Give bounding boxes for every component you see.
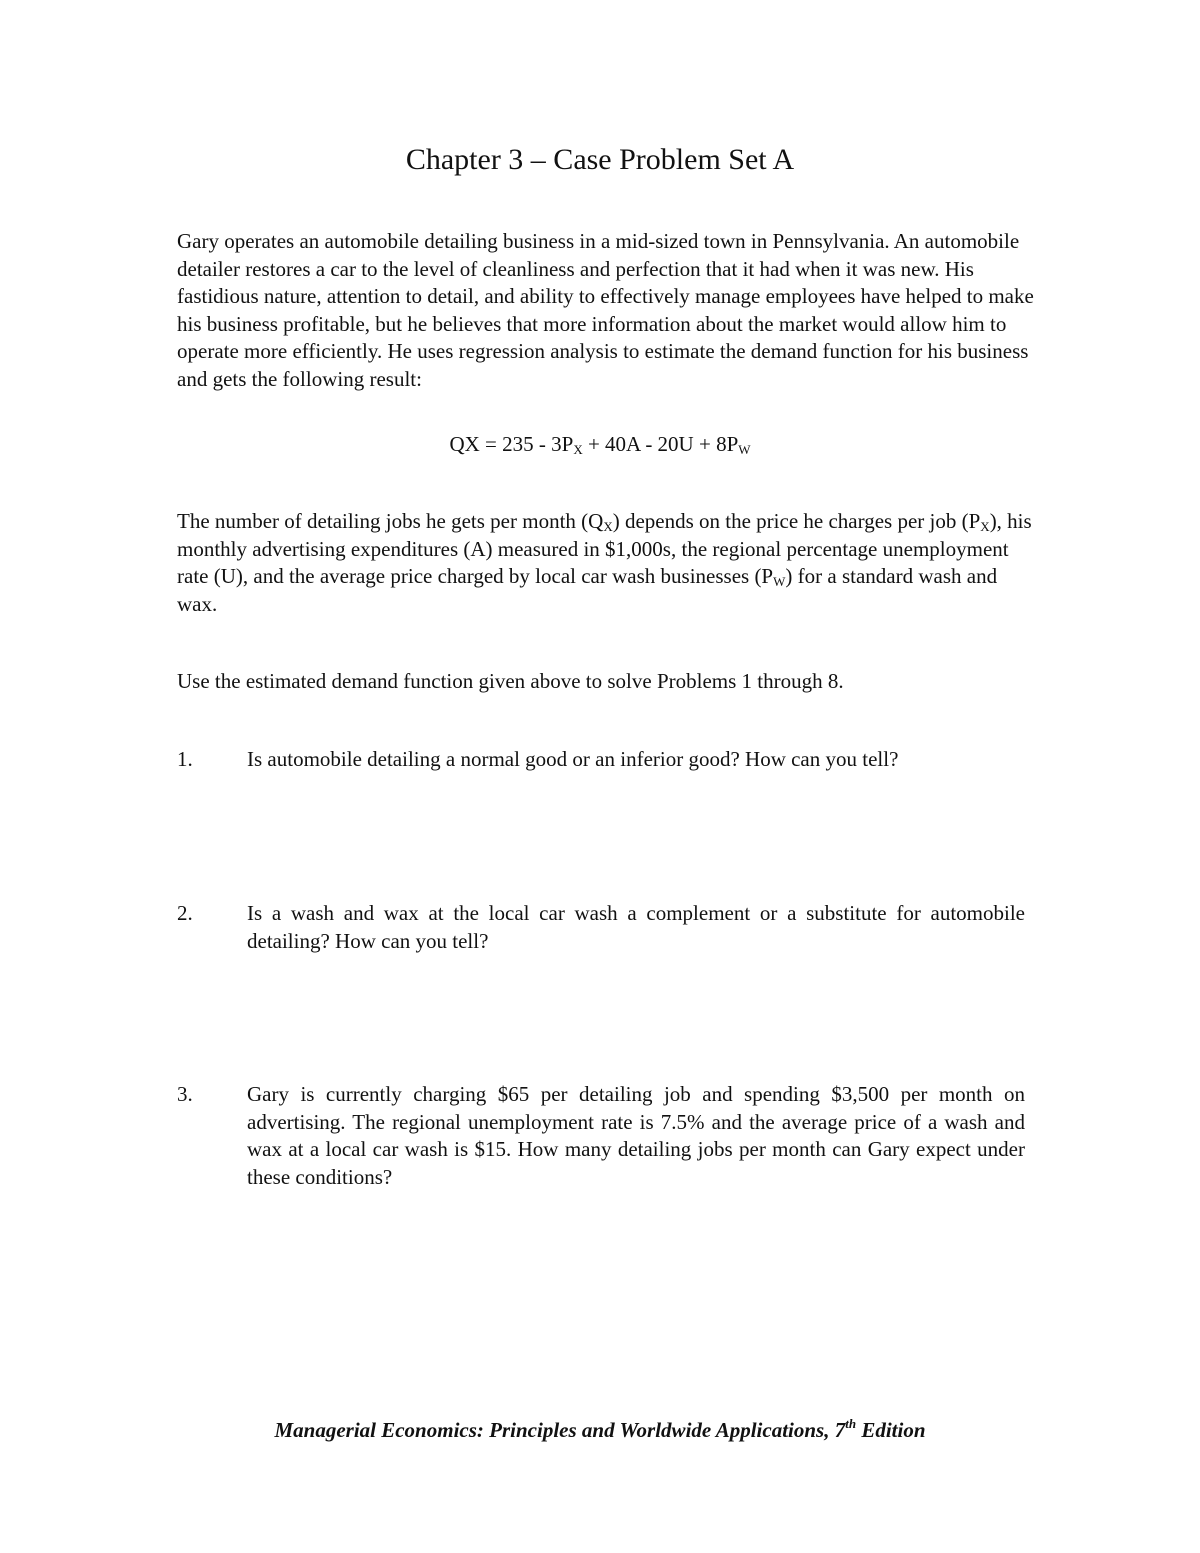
variables-text-2: ) depends on the price he charges per job (P: [612, 509, 981, 533]
book-footer: [0, 1416, 1200, 1444]
problem-text: Is a wash and wax at the local car wash a complement or a substitute for automobile detailing? How can you tell?: [247, 901, 1025, 953]
variables-subscript-3: W: [773, 574, 786, 589]
problem-text: Is automobile detailing a normal good or an inferior good? How can you tell?: [247, 747, 899, 771]
problem-item: [177, 746, 1025, 774]
intro-text: Gary operates an automobile detailing business in a mid-sized town in Pennsylvania. An automobile detailer restores a car to the level of cleanliness and perfection that it had when it was new. His fastidious nature, attention to detail, and ability to effectively manage employees have helped to make his business profitable, but he believes that more information about the market would allow him to operate more efficiently. He uses regression analysis to estimate the demand function for his business and gets the following result:: [177, 229, 1034, 391]
equation-subscript-x: X: [573, 442, 583, 457]
problem-text: Gary is currently charging $65 per detailing job and spending $3,500 per month on advertising. The regional unemployment rate is 7.5% and the average price of a wash and wax at a local car wash is $15. How many detailing jobs per month can Gary expect under these conditions?: [247, 1082, 1025, 1189]
footer-text: Managerial Economics: Principles and Worldwide Applications, 7: [274, 1418, 846, 1442]
variables-text-3: ), his monthly advertising expenditures (A) measured in $1,000s, the regional percentage unemployment rate (U), and the average price charged by local car wash businesses (P: [177, 509, 1032, 588]
intro-paragraph: [177, 228, 1037, 393]
variables-text-4: ) for a standard wash and wax.: [177, 564, 998, 616]
problem-item: [177, 900, 1025, 955]
problem-number: 3.: [177, 1082, 193, 1106]
equation-subscript-w: W: [738, 442, 751, 457]
footer-edition: Edition: [856, 1418, 926, 1442]
variables-paragraph: [177, 508, 1037, 618]
page-title: Chapter 3 – Case Problem Set A: [405, 143, 795, 176]
problem-number: 1.: [177, 747, 193, 771]
demand-equation: [0, 430, 1200, 458]
problem-number: 2.: [177, 901, 193, 925]
equation-part-2: + 40A - 20U + 8P: [582, 432, 739, 456]
footer-superscript: th: [845, 1416, 857, 1431]
variables-text-1: The number of detailing jobs he gets per month (Q: [177, 509, 604, 533]
instructions-paragraph: Use the estimated demand function given above to solve Problems 1 through 8.: [177, 669, 844, 693]
problem-item: [177, 1081, 1025, 1191]
equation-part-1: QX = 235 - 3P: [449, 432, 574, 456]
variables-subscript-2: X: [980, 519, 990, 534]
variables-subscript-1: X: [603, 519, 613, 534]
